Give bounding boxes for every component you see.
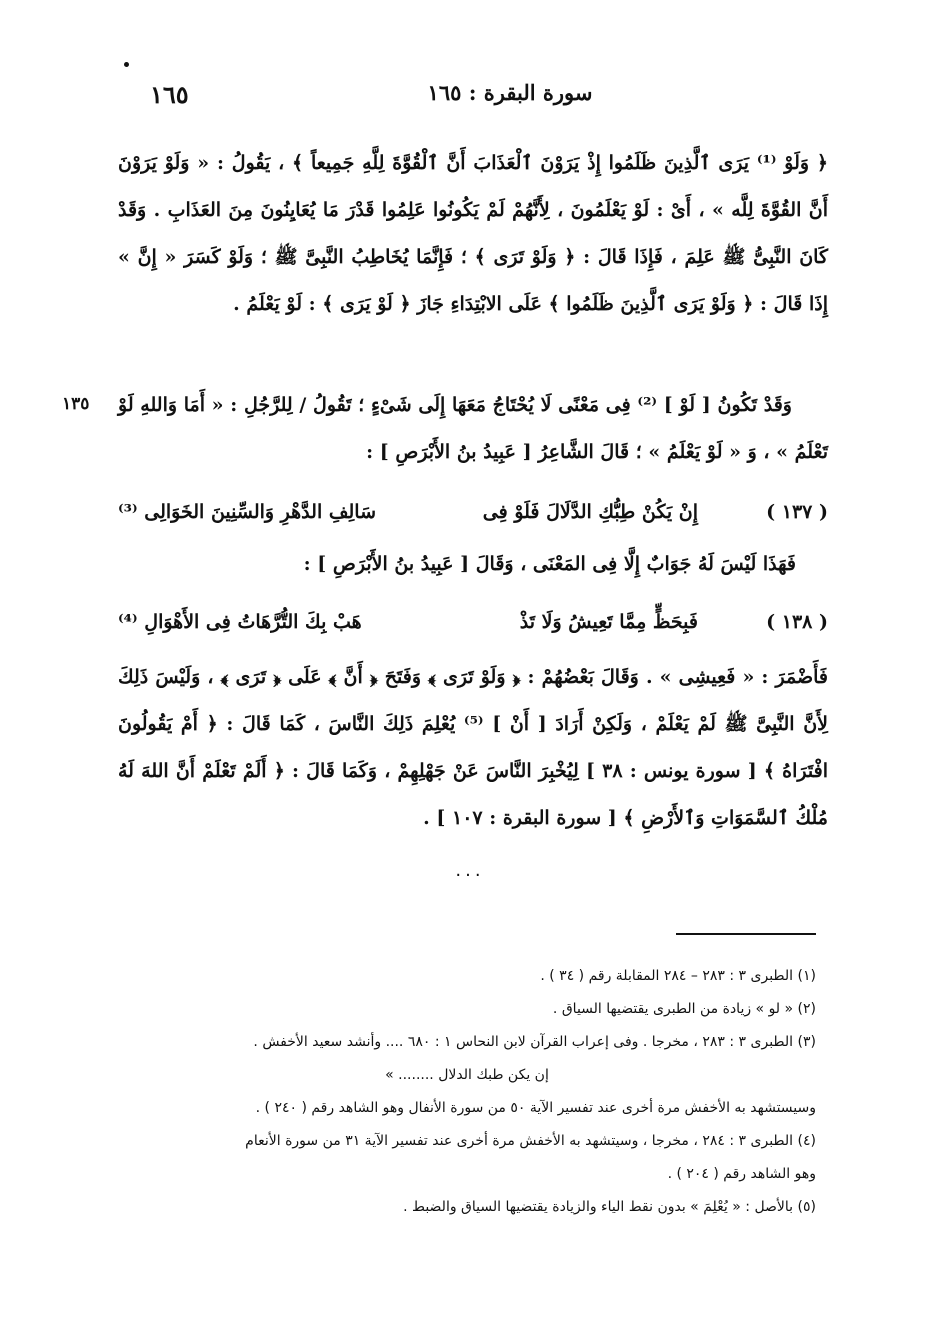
verse-number: ( ١٣٧ ) bbox=[766, 501, 828, 523]
footnote-4-continued: وهو الشاهد رقم ( ٢٠٤ ) . bbox=[667, 1166, 816, 1182]
footnote-4: (٤) الطبرى ٣ : ٢٨٤ ، مخرجا ، وسيتشهد به الأخفش مرة أخرى عند تفسير الآية ٣١ من سورة الأنعام bbox=[245, 1133, 816, 1149]
verse-137 bbox=[118, 490, 828, 534]
main-text-block-2 bbox=[118, 382, 828, 476]
footnote-3-continued: وسيستشهد به الأخفش مرة أخرى عند تفسير الآية ٥٠ من سورة الأنفال وهو الشاهد رقم ( ٢٤٠ ) . bbox=[255, 1100, 816, 1116]
footnote-1: (١) الطبرى ٣ : ٢٨٣ – ٢٨٤ المقابلة رقم ( ٣٤ ) . bbox=[540, 968, 816, 984]
margin-page-number: ١٣٥ bbox=[62, 394, 90, 414]
footnotes bbox=[118, 960, 816, 1224]
verse-second-hemistich: سَالِفِ الدَّهْرِ وَالسِّنِينَ الخَوَالِى ⁽³⁾ bbox=[118, 501, 377, 523]
running-title: سورة البقرة : ١٦٥ bbox=[427, 80, 593, 105]
paragraph-2: وَقَدْ تَكُونُ [ لَوْ ] ⁽²⁾ فِى مَعْنًى لَا يُحْتَاجُ مَعَهَا إِلَى شَىْءٍ ؛ تَقُولُ / لِلرَّجُلِ : « أَمَا وَاللهِ لَوْ تَعْلَمُ » ، وَ « لَوْ يَعْلَمُ » ؛ قَالَ الشَّاعِرُ [ عَبِيدُ بنُ الأَبْرَصِ ] : bbox=[118, 394, 828, 463]
verse-first-hemistich: إِنْ يَكُنْ طِبُّكِ الدَّلَالَ فَلَوْ فِى bbox=[482, 501, 698, 523]
section-separator: ... bbox=[455, 860, 485, 881]
verse-138 bbox=[118, 600, 828, 644]
main-text-block-1 bbox=[118, 140, 828, 328]
footnote-5: (٥) بالأصل : « يُعْلِمَ » بدون نقط الياء والزيادة يقتضيها السياق والضبط . bbox=[403, 1199, 816, 1215]
footnote-2: (٢) « لو » زيادة من الطبرى يقتضيها السياق . bbox=[552, 1001, 816, 1017]
footnote-3: (٣) الطبرى ٣ : ٢٨٣ ، مخرجا . وفى إعراب القرآن لابن النحاس ١ : ٦٨٠ .... وأنشد سعيد الأخفش . bbox=[253, 1034, 816, 1050]
footnote-3-verse: إن يكن طبك الدلال ........ » bbox=[385, 1067, 549, 1083]
verse-number: ( ١٣٨ ) bbox=[766, 611, 828, 633]
page-number: ١٦٥ bbox=[150, 80, 189, 109]
verse-first-hemistich: فَبِحَظٍّ مِمَّا تَعِيشُ وَلَا تَذْ bbox=[519, 611, 698, 633]
paragraph-3: فَأَضْمَرَ : « فَعِيشِى » . وَقَالَ بَعْضُهُمْ : ﴿ وَلَوْ تَرَى ﴾ وَفَتَحَ ﴿ أَنَّ ﴾ عَلَى ﴿ تَرَى ﴾ ، وَلَيْسَ ذَلِكَ لِأَنَّ النَّبِىَّ ﷺ لَمْ يَعْلَمْ ، وَلَكِنْ أَرَادَ [ أَنْ ] ⁽⁵⁾ يُعْلِمَ ذَلِكَ النَّاسَ ، كَمَا قَالَ : ﴿ أَمْ يَقُولُونَ افْتَرَاهُ ﴾ [ سورة يونس : ٣٨ ] لِيُخْبِرَ النَّاسَ عَنْ جَهْلِهِمْ ، وَكَمَا قَالَ : ﴿ أَلَمْ تَعْلَمْ أَنَّ اللهَ لَهُ مُلْكُ ٱلسَّمَوَاتِ وَٱلأَرْضِ ﴾ [ سورة البقرة : ١٠٧ ] . bbox=[118, 666, 828, 829]
verse-second-hemistich: هَبْ بِكَ التُّرَّهَاتُ فِى الأَهْوَالِ ⁽⁴⁾ bbox=[118, 611, 362, 633]
verse-intro-text: فَهَذَا لَيْسَ لَهُ جَوَابٌ إِلَّا فِى المَعْنَى ، وَقَالَ [ عَبِيدُ بنُ الأَبْرَصِ ] : bbox=[303, 553, 796, 575]
main-text-block-3 bbox=[118, 654, 828, 842]
page-header bbox=[150, 80, 796, 120]
footnote-rule bbox=[676, 933, 816, 935]
page-dot-mark bbox=[124, 62, 129, 67]
paragraph-1: ﴿ وَلَوْ ⁽¹⁾ يَرَى ٱلَّذِينَ ظَلَمُوا إِذْ يَرَوْنَ ٱلْعَذَابَ أَنَّ ٱلْقُوَّةَ لِلَّهِ جَمِيعاً ﴾ ، يَقُولُ : « وَلَوْ يَرَوْنَ أَنَّ القُوَّةَ لِلَّه » ، أَىْ : لَوْ يَعْلَمُونَ ، لِأَنَّهُمْ لَمْ يَكُونُوا عَلِمُوا قَدْرَ مَا يُعَايِنُونَ مِنَ العَذَابِ . وَقَدْ كَانَ النَّبِىُّ ﷺ عَلِمَ ، فَإِذَا قَالَ : ﴿ وَلَوْ تَرَى ﴾ ؛ فَإِنَّمَا يُخَاطِبُ النَّبِىَّ ﷺ ؛ وَلَوْ كَسَرَ « إِنَّ » إِذَا قَالَ : ﴿ وَلَوْ يَرَى ٱلَّذِينَ ظَلَمُوا ﴾ عَلَى الابْتِدَاءِ جَازَ ﴿ لَوْ يَرَى ﴾ : لَوْ يَعْلَمُ . bbox=[118, 152, 829, 315]
